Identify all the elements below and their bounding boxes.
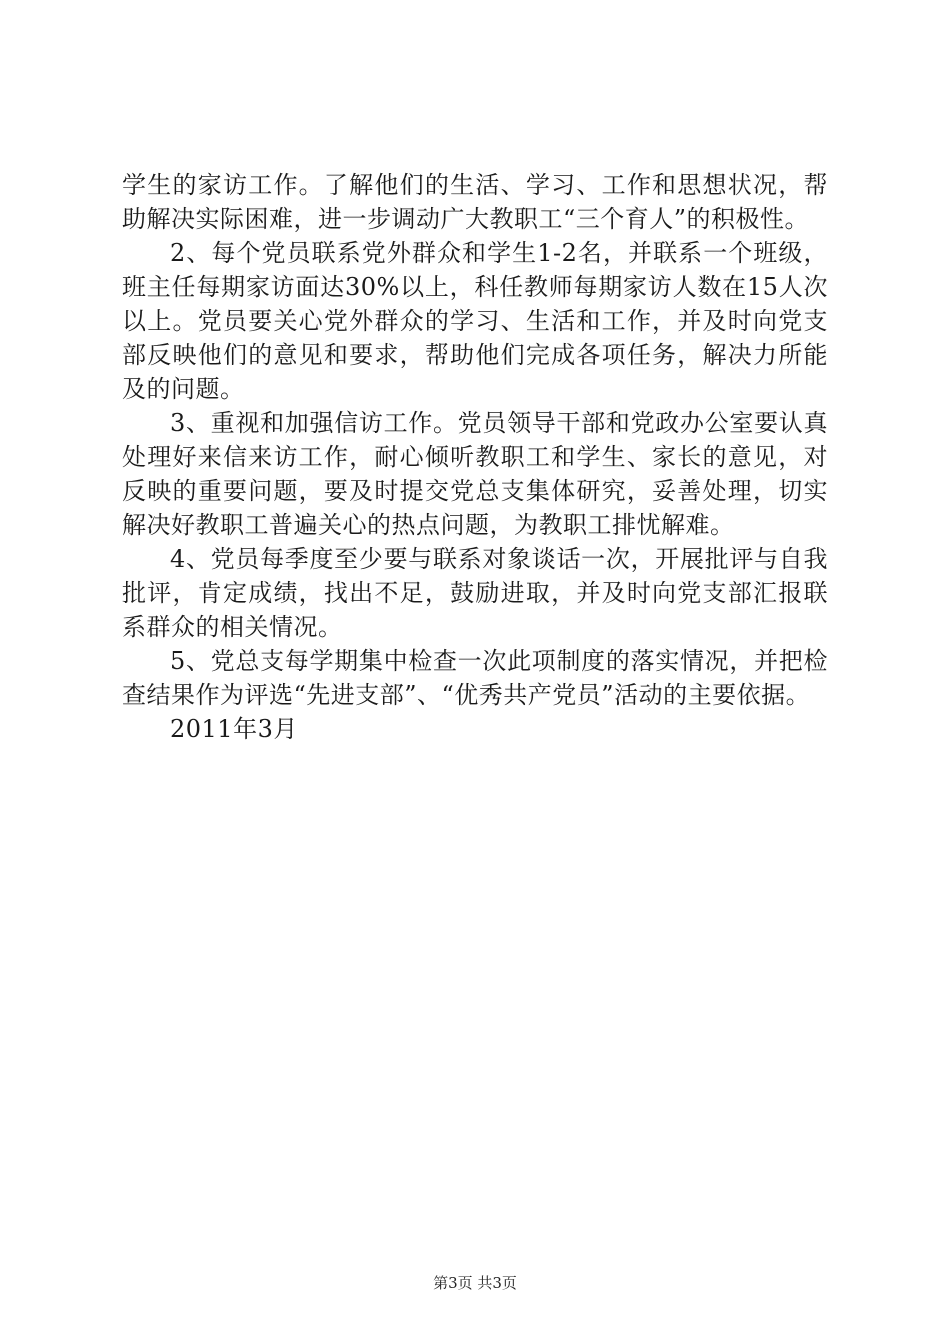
paragraph-intro: 学生的家访工作。了解他们的生活、学习、工作和思想状况，帮助解决实际困难，进一步调动广大教职工“三个育人”的积极性。 [122,171,828,233]
document-body [122,168,828,746]
page-footer [0,1272,950,1293]
paragraph-item-2: 2、每个党员联系党外群众和学生1-2名，并联系一个班级，班主任每期家访面达30%以上，科任教师每期家访人数在15人次以上。党员要关心党外群众的学习、生活和工作，并及时向党支部反映他们的意见和要求，帮助他们完成各项任务，解决力所能及的问题。 [122,239,828,403]
paragraph-item-3: 3、重视和加强信访工作。党员领导干部和党政办公室要认真处理好来信来访工作，耐心倾听教职工和学生、家长的意见，对反映的重要问题，要及时提交党总支集体研究，妥善处理，切实解决好教职工普遍关心的热点问题，为教职工排忧解难。 [122,409,828,539]
paragraph-item-4: 4、党员每季度至少要与联系对象谈话一次，开展批评与自我批评，肯定成绩，找出不足，鼓励进取，并及时向党支部汇报联系群众的相关情况。 [122,545,828,641]
document-date: 2011年3月 [170,715,298,743]
paragraph-item-5: 5、党总支每学期集中检查一次此项制度的落实情况，并把检查结果作为评选“先进支部”、“优秀共产党员”活动的主要依据。 [122,647,828,709]
page-number-label: 第3页 共3页 [433,1274,517,1292]
